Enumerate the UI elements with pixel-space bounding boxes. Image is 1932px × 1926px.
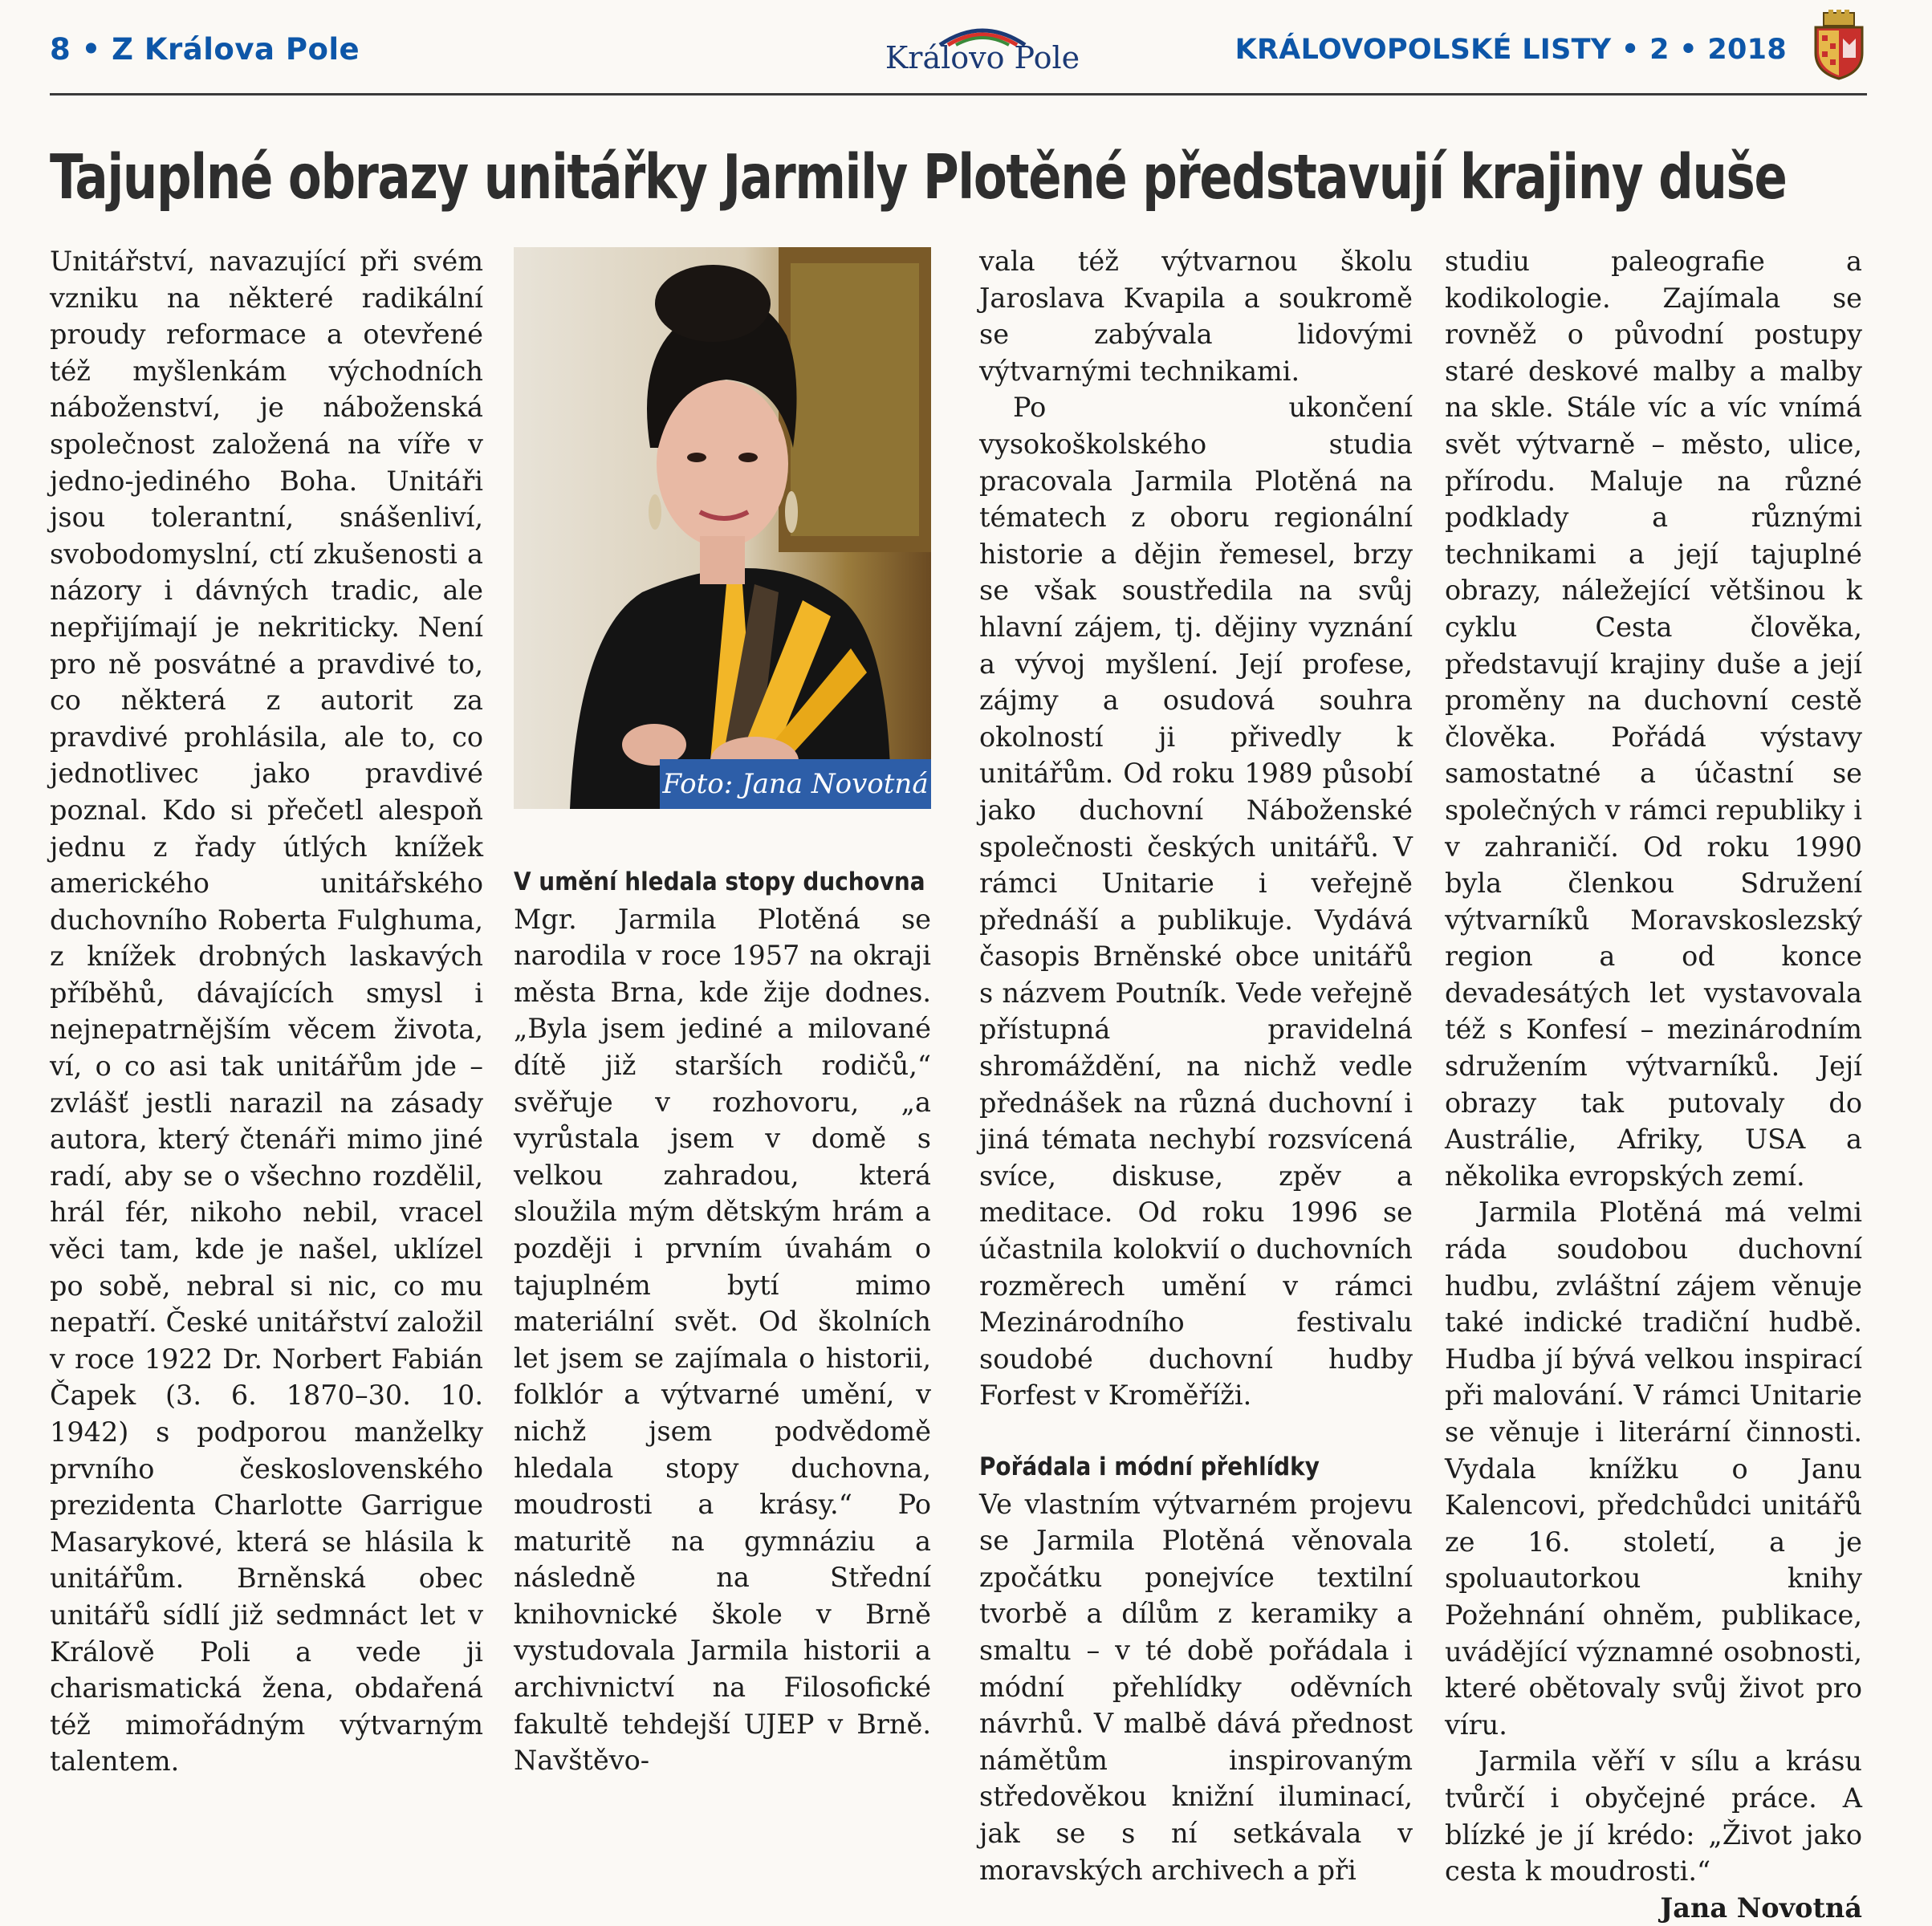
photo-caption: Foto: Jana Novotná (660, 759, 931, 809)
publication-issue-label: KRÁLOVOPOLSKÉ LISTY • 2 • 2018 (1234, 34, 1787, 66)
column-3-paragraph: Ve vlastním výtvarném projevu se Jarmila Plotěná věnovala zpočátku ponejvíce textilní tvorbě a dílům z keramiky a smaltu – v té době pořádala i módní přehlídky oděvních návrhů. V malbě dává přednost námětům inspirovaným středověkou knižní iluminací, jak se s ní setkávala v moravských archivech a při (979, 1488, 1413, 1886)
column-3-paragraph: vala též výtvarnou školu Jaroslava Kvapila a soukromě se zabývala lidovými výtvarnými technikami. (979, 246, 1413, 387)
section-subheading: V umění hledala stopy duchovna (514, 868, 925, 896)
portrait-image (514, 247, 931, 809)
header-divider (50, 93, 1867, 95)
logo-text: Královo Pole (885, 40, 1080, 75)
article-author: Jana Novotná (1660, 1891, 1862, 1924)
kralovo-pole-logo (862, 18, 1103, 90)
portrait-photo (514, 247, 931, 809)
article-column-4 (1445, 243, 1862, 1926)
coat-of-arms-icon (1811, 11, 1867, 80)
article-column-1 (50, 243, 483, 1778)
article-column-2 (514, 863, 931, 1779)
column-2-paragraph: Mgr. Jarmila Plotěná se narodila v roce 1957 na okraji města Brna, kde žije dodnes. „Byla jsem jediné a milované dítě již starších rodičů,“ svěřuje v rozhovoru, „a vyrůstala jsem v domě s velkou zahradou, která sloužila mým dětským hrám a později i prvním úvahám o tajuplném bytí mimo materiální svět. Od školních let jsem se zajímala o historii, folklór a výtvarné umění, v nichž jsem podvědomě hledala stopy duchovna, moudrosti a krásy.“ Po maturitě na gymnáziu a následně na Střední knihovnické škole v Brně vystudovala Jarmila historii a archivnictví na Filosofické fakultě tehdejší UJEP v Brně. Navštěvo- (514, 903, 931, 1777)
article-column-3 (979, 243, 1413, 1888)
section-subheading: Pořádala i módní přehlídky (979, 1453, 1320, 1481)
page-section-label: 8 • Z Králova Pole (50, 32, 360, 67)
column-4-paragraph: studiu paleografie a kodikologie. Zajímala se rovněž o původní postupy staré deskové malby a malby na skle. Stále víc a víc vnímá svět výtvarně – město, ulice, přírodu. Maluje na různé podklady a různými technikami a její tajuplné obrazy, náležející většinou k cyklu Cesta člověka, představují krajiny duše a její proměny na duchovní cestě člověka. Pořádá výstavy samostatné a účastní se společných v rámci republiky i v zahraničí. Od roku 1990 byla členkou Sdružení výtvarníků Moravskoslezský region a od konce devadesátých let vystavovala též s Konfesí – mezinárodním sdružením výtvarníků. Její obrazy tak putovaly do Austrálie, Afriky, USA a několika evropských zemí. (1445, 246, 1862, 1192)
column-4-paragraph: Jarmila věří v sílu a krásu tvůrčí i obyčejné práce. A blízké je jí krédo: „Život jako cesta k moudrosti.“ (1445, 1745, 1862, 1887)
article-headline: Tajuplné obrazy unitářky Jarmily Plotěné představují krajiny duše (50, 142, 1787, 213)
column-4-paragraph: Jarmila Plotěná má velmi ráda soudobou duchovní hudbu, zvláštní zájem věnuje také indické tradiční hudbě. Hudba jí bývá velkou inspirací při malování. V rámci Unitarie se věnuje i literární činnosti. Vydala knížku o Janu Kalencovi, předchůdci unitářů ze 16. století, a je spoluautorkou knihy Požehnání ohněm, publikace, uvádějící významné osobnosti, které obětovaly svůj život pro víru. (1445, 1197, 1862, 1741)
page-header (50, 18, 1867, 95)
column-3-paragraph: Po ukončení vysokoškolského studia pracovala Jarmila Plotěná na tématech z oboru regionální historie a dějin řemesel, brzy se však soustředila na svůj hlavní zájem, tj. dějiny vyznání a vývoj myšlení. Její profese, zájmy a osudová souhra okolností ji přivedly k unitářům. Od roku 1989 působí jako duchovní Náboženské společnosti českých unitářů. V rámci Unitarie i veřejně přednáší a publikuje. Vydává časopis Brněnské obce unitářů s názvem Poutník. Vede veřejně přístupná pravidelná shromáždění, na nichž vedle přednášek na různá duchovní i jiná témata nechybí rozsvícená svíce, diskuse, zpěv a meditace. Od roku 1996 se účastnila kolokvií o duchovních rozměrech umění v rámci Mezinárodního festivalu soudobé duchovní hudby Forfest v Kroměříži. (979, 392, 1413, 1412)
column-1-paragraph: Unitářství, navazující při svém vzniku na některé radikální proudy reformace a otevřené též myšlenkám východních náboženství, je náboženská společnost založená na víře v jedno-jediného Boha. Unitáři jsou tolerantní, snášenliví, svobodomyslní, ctí zkušenosti a názory i dávných tradic, ale nepřijímají je nekriticky. Není pro ně posvátné a pravdivé to, co některá z autorit za pravdivé prohlásila, ale to, co jednotlivec jako pravdivé poznal. Kdo si přečetl alespoň jednu z řady útlých knížek amerického unitářského duchovního Roberta Fulghuma, z knížek drobných laskavých příběhů, dávajících smysl i nejnepatrnějším věcem života, ví, o co asi tak unitářům jde – zvlášť jestli narazil na zásady autora, který čtenáři mimo jiné radí, aby se o všechno rozdělil, hrál fér, nikoho nebil, vracel věci tam, kde je našel, uklízel po sobě, nebral si nic, co mu nepatří. České unitářství založil v roce 1922 Dr. Norbert Fabián Čapek (3. 6. 1870–30. 10. 1942) s podporou manželky prvního československého prezidenta Charlotte Garrigue Masarykové, která se hlásila k unitářům. Brněnská obec unitářů sídlí již sedmnáct let v Králově Poli a vede ji charismatická žena, obdařená též mimořádným výtvarným talentem. (50, 246, 483, 1778)
